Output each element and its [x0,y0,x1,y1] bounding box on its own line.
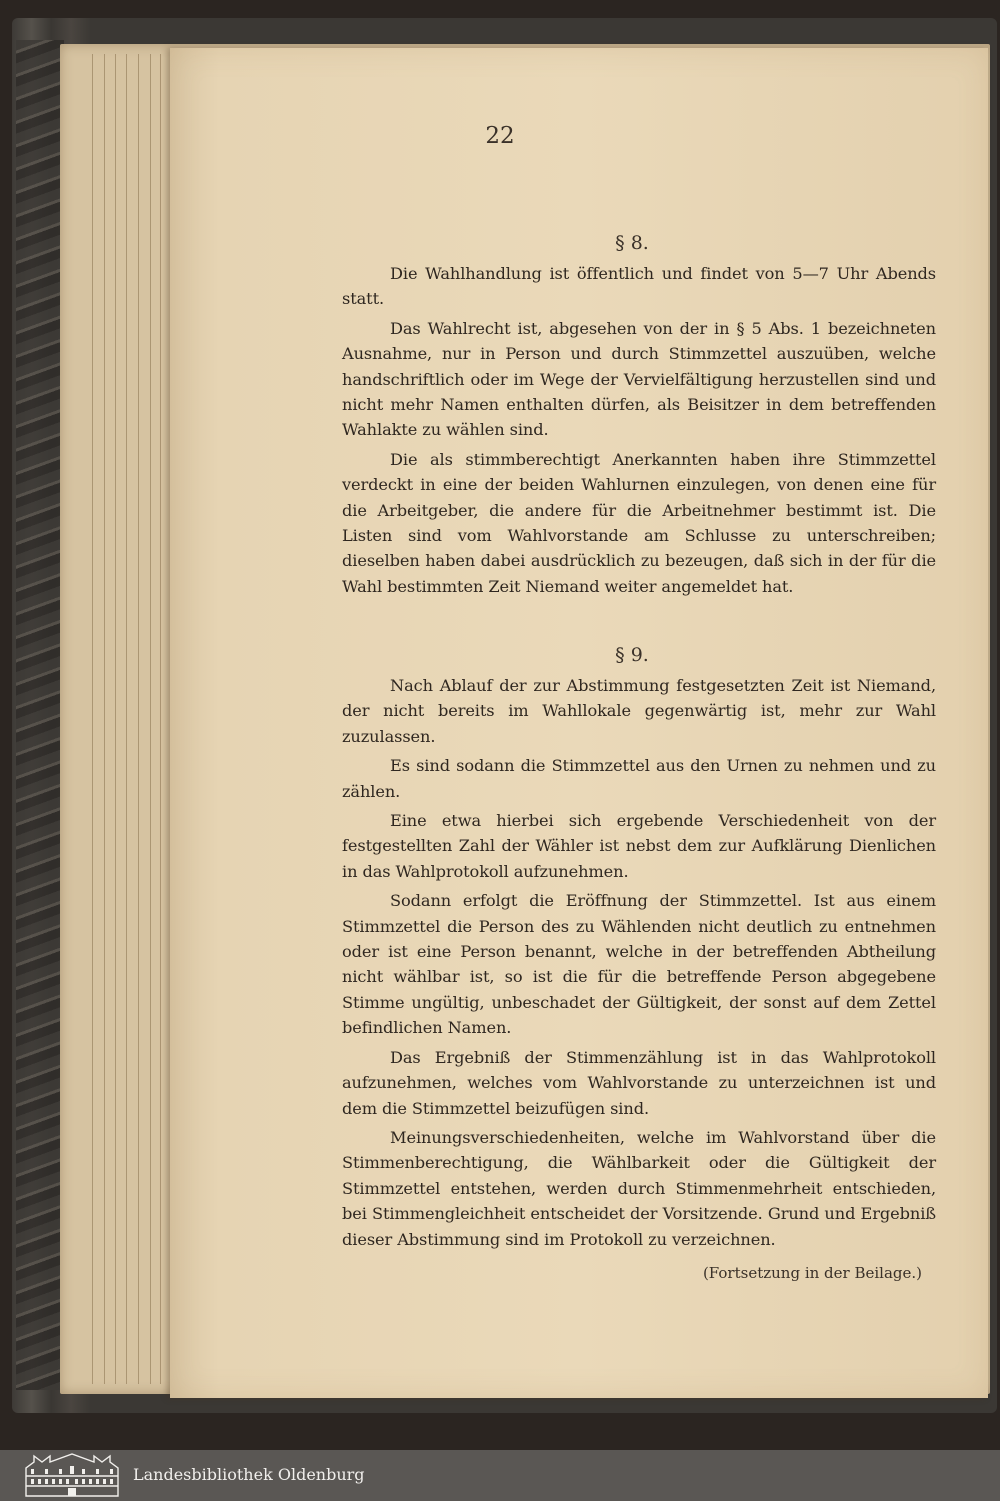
book-spine [16,40,64,1390]
library-name[interactable]: Landesbibliothek Oldenburg [133,1465,365,1484]
section-9-body [342,673,936,1252]
page-edge-line [104,54,105,1384]
section-8-heading: § 8. [615,232,649,254]
page-edge-line [160,54,161,1384]
paragraph: Sodann erfolgt die Eröffnung der Stimmzettel. Ist aus einem Stimmzettel die Person des zu Wählenden nicht deutlich zu entnehmen oder ist eine Person benannt, welche in der betreffenden Abtheilung nicht wählbar ist, so ist die für die betreffende Person abgegebene Stimme ungültig, unbeschadet der Gültigkeit, der sonst auf dem Zettel befindlichen Namen. [342,891,936,1038]
page-edge-line [150,54,151,1384]
paragraph: Es sind sodann die Stimmzettel aus den Urnen zu nehmen und zu zählen. [342,756,936,801]
section-8-body [342,261,936,599]
page-edge-line [126,54,127,1384]
page-edge-line [92,54,93,1384]
library-building-icon[interactable] [22,1452,122,1498]
footer-bar [0,1450,1000,1501]
page-edge-line [115,54,116,1384]
paragraph: Das Wahlrecht ist, abgesehen von der in § 5 Abs. 1 bezeichneten Ausnahme, nur in Person und durch Stimmzettel auszuüben, welche handschriftlich oder im Wege der Vervielfältigung herzustellen sind und nicht mehr Namen enthalten dürfen, als Beisitzer in dem betreffenden Wahlakte zu wählen sind. [342,318,936,440]
paragraph: Eine etwa hierbei sich ergebende Verschiedenheit von der festgestellten Zahl der Wähler ist nebst dem zur Aufklärung Dienlichen in das Wahlprotokoll aufzunehmen. [342,811,936,881]
paragraph: Die Wahlhandlung ist öffentlich und findet von 5—7 Uhr Abends statt. [342,264,936,309]
section-9-heading: § 9. [615,644,649,666]
page-edge-line [138,54,139,1384]
continuation-note: (Fortsetzung in der Beilage.) [702,1264,922,1282]
paragraph: Meinungsverschiedenheiten, welche im Wahlvorstand über die Stimmenberechtigung, die Wählbarkeit oder die Gültigkeit der Stimmzettel entstehen, werden durch Stimmenmehrheit entschieden, bei Stimmengleichheit entscheidet der Vorsitzende. Grund und Ergebniß dieser Abstimmung sind im Protokoll zu verzeichnen. [342,1127,936,1249]
page-number: 22 [485,123,515,149]
paragraph: Nach Ablauf der zur Abstimmung festgesetzten Zeit ist Niemand, der nicht bereits im Wahllokale gegenwärtig ist, mehr zur Wahl zuzulassen. [342,676,936,746]
paragraph: Das Ergebniß der Stimmenzählung ist in das Wahlprotokoll aufzunehmen, welches vom Wahlvorstande zu unterzeichnen ist und dem die Stimmzettel beizufügen sind. [342,1047,936,1118]
paragraph: Die als stimmberechtigt Anerkannten haben ihre Stimmzettel verdeckt in eine der beiden Wahlurnen einzulegen, von denen eine für die Arbeitgeber, die andere für die Arbeitnehmer bestimmt ist. Die Listen sind vom Wahlvorstande am Schlusse zu unterschreiben; dieselben haben dabei ausdrücklich zu bezeugen, daß sich in der für die Wahl bestimmten Zeit Niemand weiter angemeldet hat. [342,449,936,596]
